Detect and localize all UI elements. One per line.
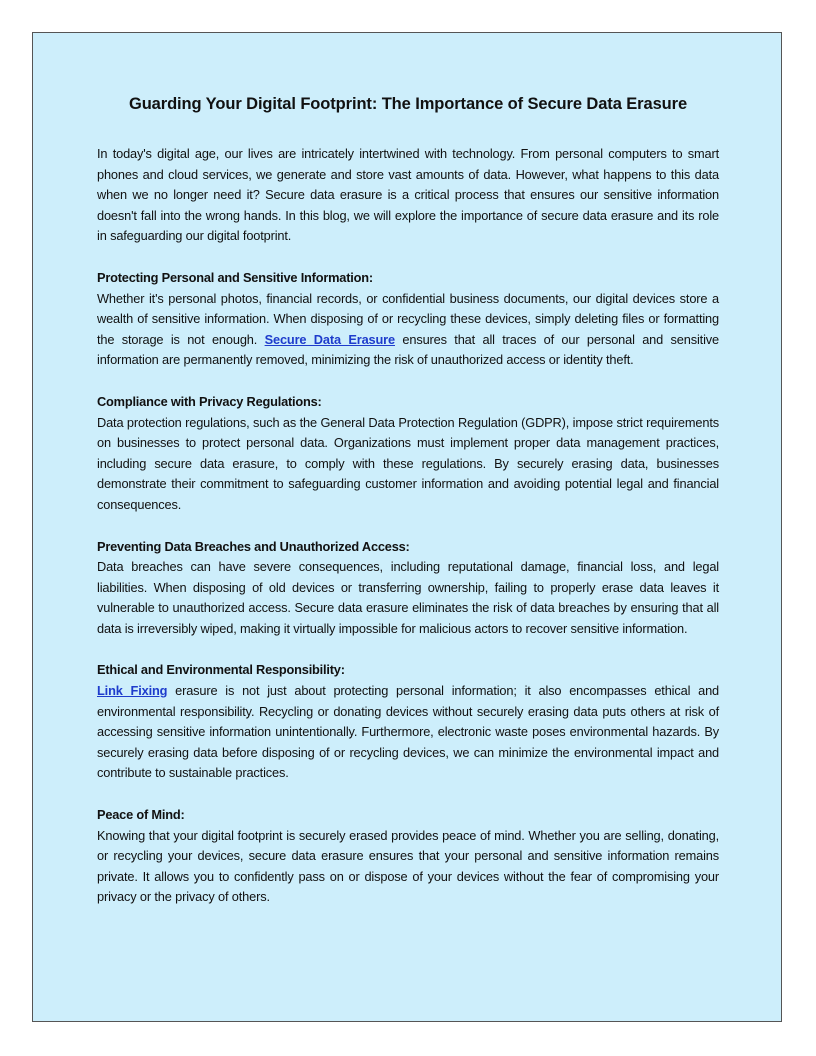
link-fixing-link[interactable]: Link Fixing xyxy=(97,683,168,699)
section-body xyxy=(97,681,719,784)
section-body: Data breaches can have severe consequences, including reputational damage, financial loss, and legal liabilities. When disposing of old devices or transferring ownership, failing to properly erase data leaves it vulnerable to unauthorized access. Secure data erasure eliminates the risk of data breaches by ensuring that all data is irreversibly wiped, making it virtually impossible for malicious actors to recover sensitive information. xyxy=(97,559,719,636)
section-text: erasure is not just about protecting personal information; it also encompasses ethical and environmental responsibility. Recycling or donating devices without securely erasing data puts others at risk of accessing sensitive information unintentionally. Furthermore, electronic waste poses environmental hazards. By securely erasing data before disposing of or recycling devices, we can minimize the environmental impact and contribute to sustainable practices. xyxy=(97,683,719,781)
section-body xyxy=(97,289,719,371)
secure-data-erasure-link[interactable]: Secure Data Erasure xyxy=(264,331,395,347)
section-peace-of-mind xyxy=(97,805,719,908)
section-preventing-breaches xyxy=(97,537,719,640)
section-compliance xyxy=(97,392,719,516)
section-heading: Compliance with Privacy Regulations: xyxy=(97,393,322,409)
section-heading: Preventing Data Breaches and Unauthorized Access: xyxy=(97,538,410,554)
page-title: Guarding Your Digital Footprint: The Importance of Secure Data Erasure xyxy=(128,95,688,113)
page-panel xyxy=(32,32,782,1022)
intro-paragraph: In today's digital age, our lives are intricately intertwined with technology. From personal computers to smart phones and cloud services, we generate and store vast amounts of data. However, what happens to this data when we no longer need it? Secure data erasure is a critical process that ensures our sensitive information doesn't fall into the wrong hands. In this blog, we will explore the importance of secure data erasure and its role in safeguarding our digital footprint. xyxy=(97,146,719,244)
section-text: ensures that all traces of our personal and sensitive information are permanently removed, minimizing the risk of unauthorized access or identity theft. xyxy=(97,331,719,368)
section-body: Knowing that your digital footprint is securely erased provides peace of mind. Whether you are selling, donating, or recycling your devices, secure data erasure ensures that your personal and sensitive information remains private. It allows you to confidently pass on or dispose of your devices without the fear of compromising your privacy or the privacy of others. xyxy=(97,827,719,905)
section-ethical-environmental xyxy=(97,660,719,784)
section-text: Whether it's personal photos, financial records, or confidential business documents, our digital devices store a wealth of sensitive information. When disposing of or recycling these devices, simply deleting files or formatting the storage is not enough. xyxy=(97,290,719,347)
section-heading: Peace of Mind: xyxy=(97,807,185,823)
article-content xyxy=(97,95,719,908)
section-protecting-information xyxy=(97,268,719,371)
section-heading: Ethical and Environmental Responsibility: xyxy=(97,662,345,678)
section-body: Data protection regulations, such as the General Data Protection Regulation (GDPR), impose strict requirements on businesses to protect personal data. Organizations must implement proper data management practices, including secure data erasure, to comply with these regulations. By securely erasing data, businesses demonstrate their commitment to safeguarding customer information and avoiding potential legal and financial consequences. xyxy=(97,414,719,512)
section-heading: Protecting Personal and Sensitive Information: xyxy=(97,269,373,285)
